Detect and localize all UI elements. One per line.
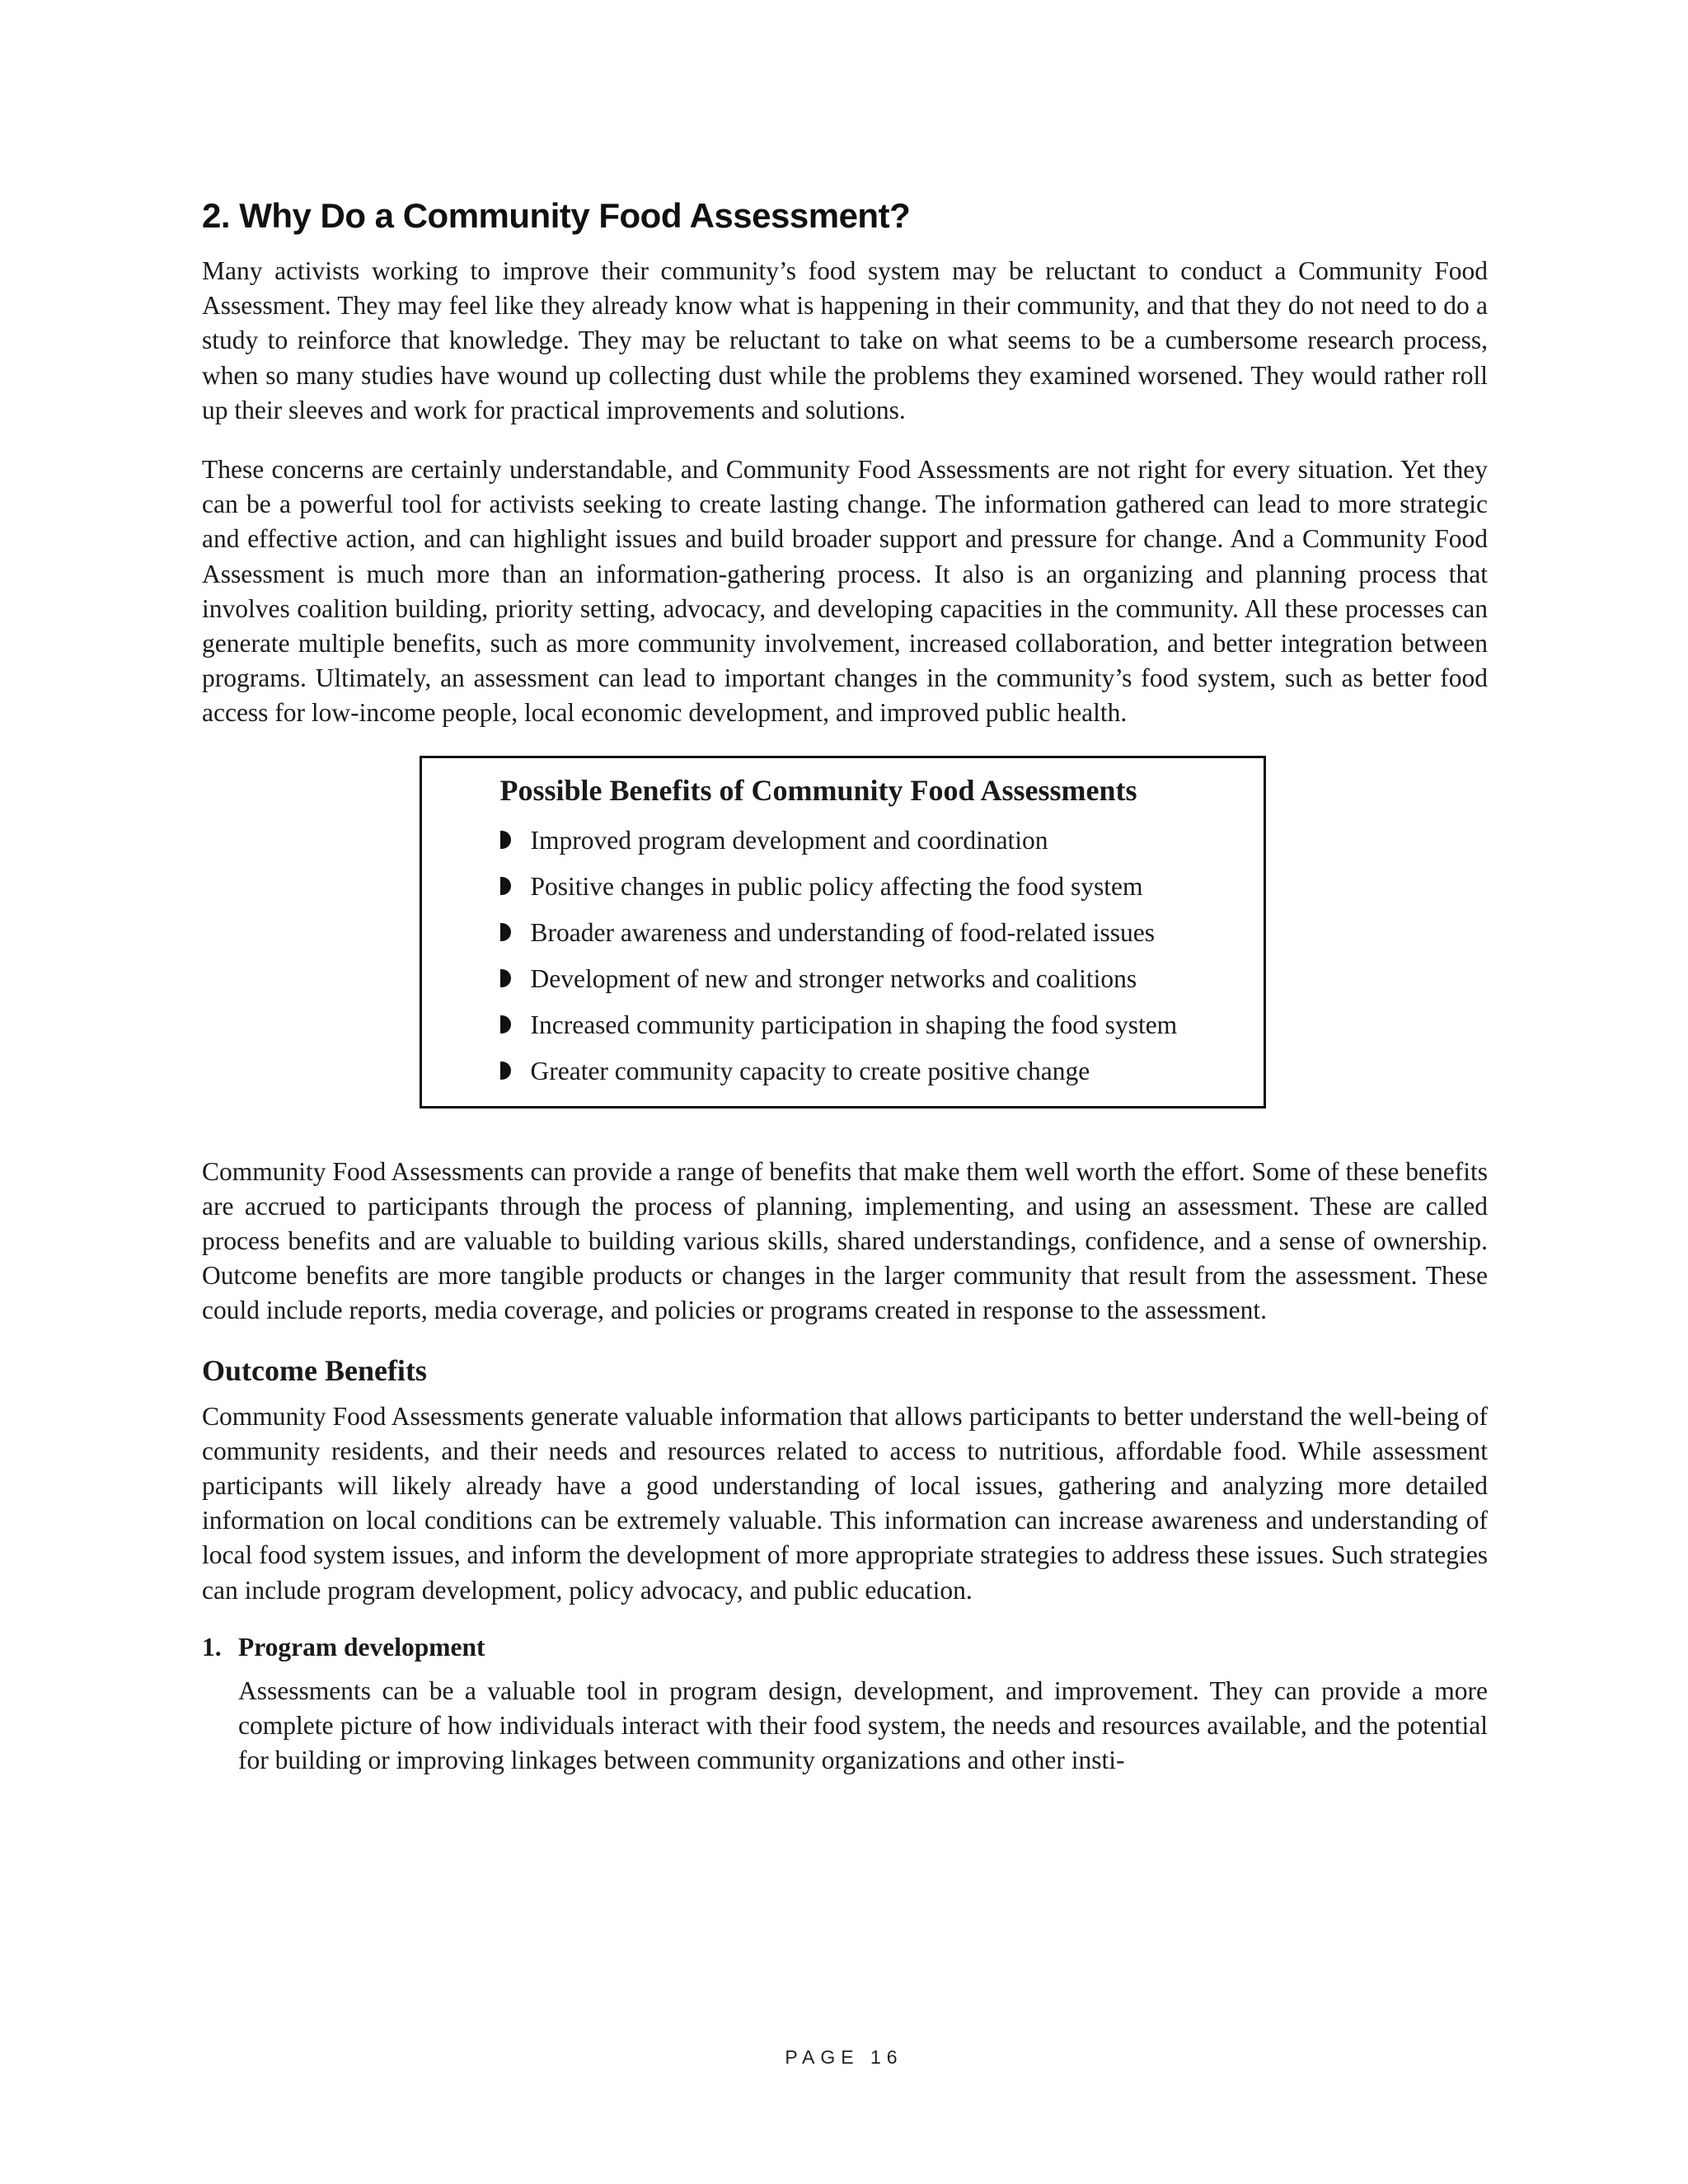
benefit-text: Improved program development and coordination — [530, 825, 1048, 855]
benefit-text: Development of new and stronger networks and coalitions — [530, 963, 1137, 993]
half-circle-bullet-icon — [500, 877, 511, 895]
item-title: Program development — [238, 1632, 485, 1661]
benefit-text: Broader awareness and understanding of food-related issues — [530, 917, 1155, 947]
intro-paragraph-2: These concerns are certainly understandable, and Community Food Assessments are not right for every situation. Yet they can be a powerful tool for activists seeking to create lasting change. The information gathered can lead to more strategic and effective action, and can highlight issues and build broader support and pressure for change. And a Community Food Assessment is much more than an information-gathering process. It also is an organizing and planning process that involves coalition building, priority setting, advocacy, and developing capacities in the community. All these processes can generate multiple benefits, such as more community involvement, increased collaboration, and better integration between programs. Ultimately, an assessment can lead to important changes in the community’s food system, such as better food access for low-income people, local economic development, and improved public health. — [202, 455, 1488, 728]
benefit-text: Positive changes in public policy affecting the food system — [530, 871, 1143, 901]
half-circle-bullet-icon — [500, 831, 511, 849]
outcome-benefits-heading: Outcome Benefits — [202, 1353, 427, 1387]
item-number: 1. — [202, 1632, 222, 1661]
numbered-item-text: Assessments can be a valuable tool in program design, development, and improvement. They can provide a more complete picture of how individuals interact with their food system, the needs and resources available, and the potential for building or improving linkages between community organizations and other insti- — [238, 1675, 1488, 1775]
benefit-text: Greater community capacity to create positive change — [530, 1056, 1090, 1085]
benefits-callout-box — [420, 756, 1266, 1108]
benefit-text: Increased community participation in shaping the food system — [530, 1010, 1178, 1039]
half-circle-bullet-icon — [500, 1015, 511, 1033]
list-item — [500, 818, 1255, 864]
half-circle-bullet-icon — [500, 969, 511, 987]
half-circle-bullet-icon — [500, 1062, 511, 1080]
list-item — [500, 910, 1255, 956]
intro-paragraph-1: Many activists working to improve their community’s food system may be reluctant to conduct a Community Food Assessment. They may feel like they already know what is happening in their community, and that they do not need to do a study to reinforce that knowledge. They may be reluctant to take on what seems to be a cumbersome research process, when so many studies have wound up collecting dust while the problems they examined worsened. They would rather roll up their sleeves and work for practical improvements and solutions. — [202, 256, 1488, 424]
benefits-box-title: Possible Benefits of Community Food Assessments — [499, 773, 1137, 807]
outcome-benefits-paragraph: Community Food Assessments generate valuable information that allows participants to better understand the well-being of community residents, and their needs and resources related to access to nutritious, affordable food. While assessment participants will likely already have a good understanding of local issues, gathering and analyzing more detailed information on local conditions can be extremely valuable. This information can increase awareness and understanding of local food system issues, and inform the development of more appropriate strategies to address these issues. Such strategies can include program development, policy advocacy, and public education. — [202, 1401, 1488, 1605]
numbered-item-heading — [202, 1633, 1488, 1662]
list-item — [500, 864, 1255, 910]
list-item — [500, 956, 1255, 1002]
numbered-item — [202, 1633, 1488, 1779]
process-benefits-paragraph: Community Food Assessments can provide a range of benefits that make them well worth the effort. Some of these benefits are accrued to participants through the process of planning, implementing, and using an assessment. These are called process benefits and are valuable to building various skills, shared understandings, confidence, and a sense of ownership. Outcome benefits are more tangible products or changes in the larger community that result from the assessment. These could include reports, media coverage, and policies or programs created in response to the assessment. — [202, 1156, 1488, 1325]
page-number-footer: PAGE 16 — [785, 2046, 903, 2068]
section-title: 2. Why Do a Community Food Assessment? — [202, 196, 911, 235]
half-circle-bullet-icon — [500, 923, 511, 941]
list-item — [500, 1002, 1255, 1048]
document-page — [202, 196, 1488, 1802]
list-item — [500, 1048, 1255, 1094]
benefits-list — [500, 818, 1255, 1094]
